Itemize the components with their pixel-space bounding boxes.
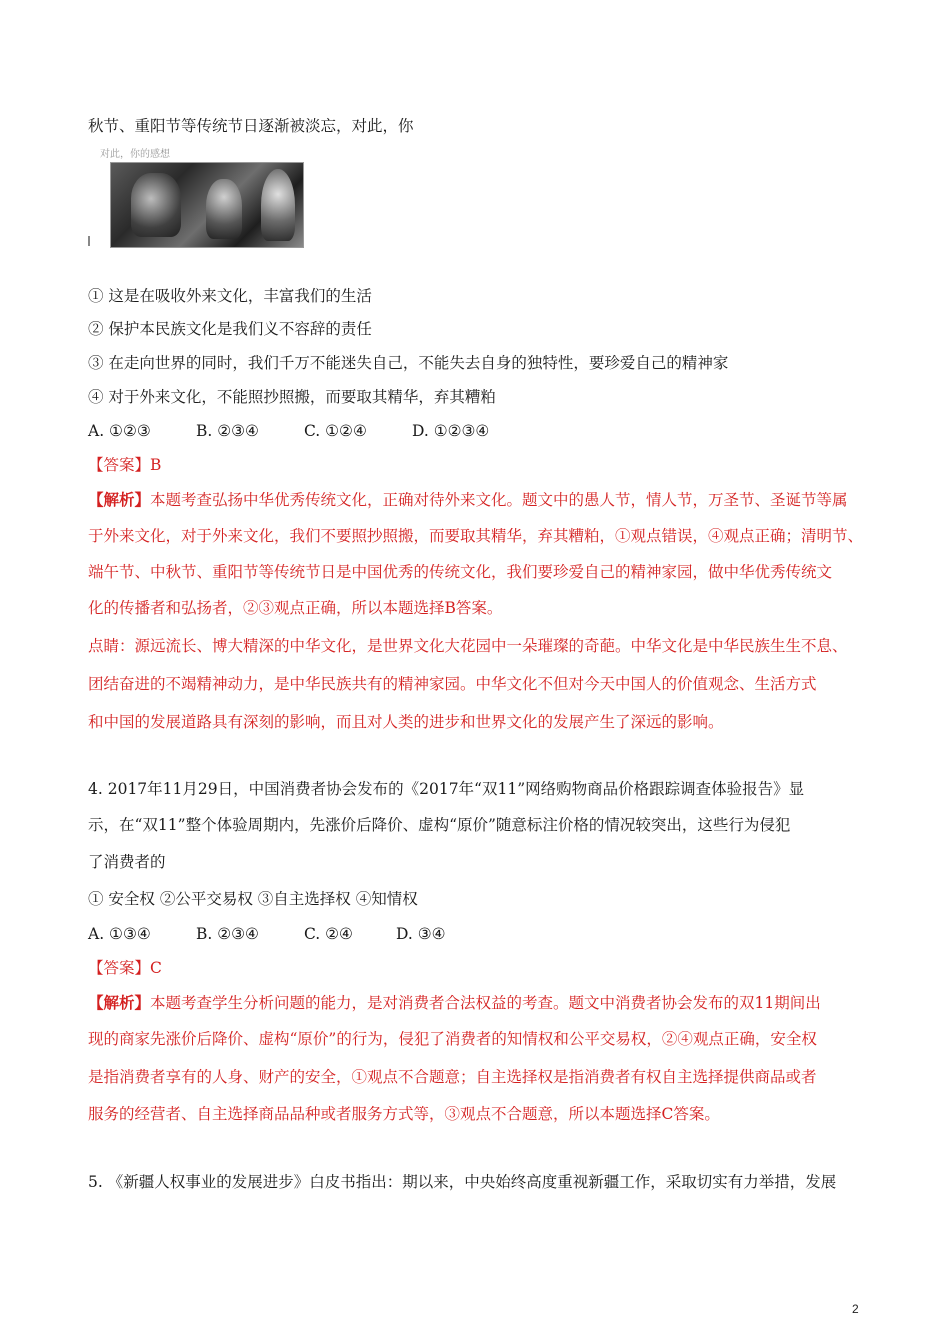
q4-options [88,924,446,944]
q4-analysis-line [88,993,821,1013]
q4-option-a: A. ①③④ [88,925,151,943]
q3-statement: ④ 对于外来文化，不能照抄照搬，而要取其精华，弃其糟粕 [88,388,496,406]
q3-analysis-line [88,490,848,510]
q3-option-b: B. ②③④ [196,422,259,440]
q4-statements: ① 安全权 ②公平交易权 ③自主选择权 ④知情权 [88,890,418,908]
q3-analysis-line: 端午节、中秋节、重阳节等传统节日是中国优秀的传统文化，我们要珍爱自己的精神家园，做中华优秀传统文 [88,563,833,581]
q4-stem-line: 示，在“双11”整个体验周期内，先涨价后降价、虚构“原价”随意标注价格的情况较突出，这些行为侵犯 [88,816,791,834]
q3-statement: ② 保护本民族文化是我们义不容辞的责任 [88,320,372,338]
q4-option-c: C. ②④ [304,925,353,943]
q4-stem-line: 4. 2017年11月29日，中国消费者协会发布的《2017年“双11”网络购物商品价格跟踪调查体验报告》显 [88,780,805,798]
q4-analysis-line: 现的商家先涨价后降价、虚构“原价”的行为，侵犯了消费者的知情权和公平交易权，②④观点正确，安全权 [88,1030,817,1048]
q4-answer: 【答案】C [88,959,162,977]
q4-option-b: B. ②③④ [196,925,259,943]
q3-statement: ③ 在走向世界的同时，我们千万不能迷失自己，不能失去自身的独特性，要珍爱自己的精神家 [88,354,729,372]
q3-tip-line: 团结奋进的不竭精神动力，是中华民族共有的精神家园。中华文化不但对今天中国人的价值观念、生活方式 [88,675,817,693]
page-number: 2 [852,1302,859,1316]
analysis-text: 本题考查弘扬中华优秀传统文化，正确对待外来文化。题文中的愚人节，情人节，万圣节、圣诞节等属 [150,491,848,509]
question-stem-continuation: 秋节、重阳节等传统节日逐渐被淡忘，对此，你 [88,117,414,135]
analysis-label: 【解析】 [88,490,151,509]
q4-option-d: D. ③④ [396,925,446,943]
q4-analysis-line: 服务的经营者、自主选择商品品种或者服务方式等，③观点不合题意，所以本题选择C答案。 [88,1105,720,1123]
photo-caption: 对此，你的感想 [100,149,170,160]
q3-option-a: A. ①②③ [88,422,151,440]
q3-analysis-line: 于外来文化，对于外来文化，我们不要照抄照搬，而要取其精华，弃其糟粕，①观点错误，④观点正确；清明节、 [88,527,864,545]
analysis-text: 本题考查学生分析问题的能力，是对消费者合法权益的考查。题文中消费者协会发布的双11期间出 [150,994,821,1012]
analysis-label: 【解析】 [88,993,151,1012]
q5-stem-line: 5. 《新疆人权事业的发展进步》白皮书指出：期以来，中央始终高度重视新疆工作，采取切实有力举措，发展 [88,1173,837,1191]
q4-stem-line: 了消费者的 [88,853,166,871]
q4-analysis-line: 是指消费者享有的人身、财产的安全，①观点不合题意；自主选择权是指消费者有权自主选择提供商品或者 [88,1068,817,1086]
q3-statement: ① 这是在吸收外来文化，丰富我们的生活 [88,287,372,305]
question-photo [110,162,304,248]
q3-option-c: C. ①②④ [304,422,367,440]
q3-tip-line: 点睛：源远流长、博大精深的中华文化，是世界文化大花园中一朵璀璨的奇葩。中华文化是中华民族生生不息、 [88,637,848,655]
q3-answer: 【答案】B [88,456,162,474]
q3-analysis-line: 化的传播者和弘扬者，②③观点正确，所以本题选择B答案。 [88,599,503,617]
q3-tip-line: 和中国的发展道路具有深刻的影响，而且对人类的进步和世界文化的发展产生了深远的影响。 [88,713,724,731]
q3-option-d: D. ①②③④ [412,422,490,440]
scan-mark [88,236,90,246]
q3-options [88,421,489,441]
